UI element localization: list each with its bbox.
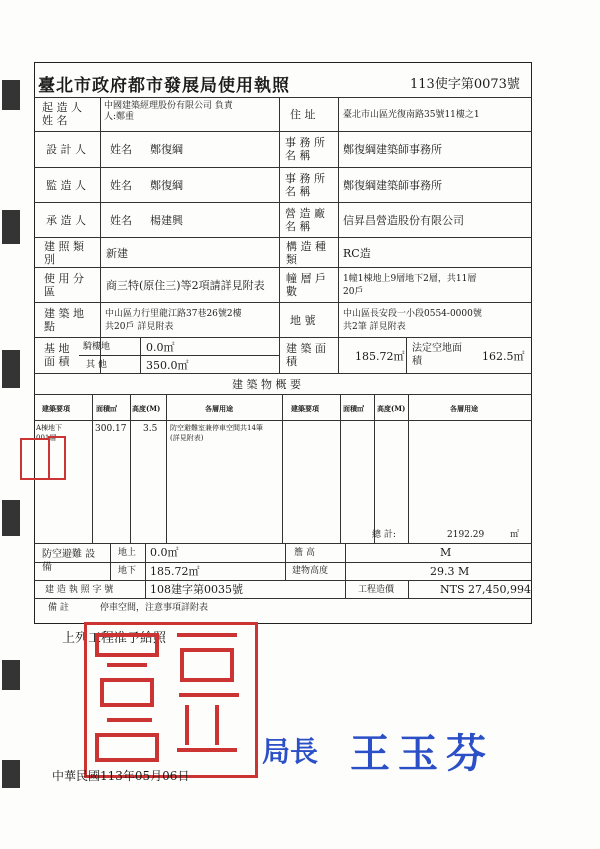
overview-row-use: 防空避難室兼停車空間共14筆 (170, 424, 263, 432)
overview-header-4: 各層用途 (205, 404, 233, 413)
permit-title: 臺北市政府都市發展局使用執照 (38, 76, 290, 96)
structure-label: 構 造 種 類 (286, 240, 326, 266)
designer-office-label: 事 務 所 名 稱 (285, 136, 325, 162)
use-zone-label: 使 用 分 區 (44, 272, 84, 298)
total-value: 2192.29 (447, 530, 485, 540)
location-value-1: 中山區力行里龍江路37巷26號2樓 (105, 309, 242, 319)
binding-margin (0, 60, 22, 820)
overview-row-height: 3.5 (143, 424, 158, 434)
total-label: 總 計: (372, 530, 396, 540)
location-value-2: 共20戶 詳見附表 (105, 322, 174, 332)
director-title: 局長 (262, 735, 319, 768)
supervisor-name-label: 姓名 (110, 179, 132, 192)
overview-row-use-2: (詳見附表) (170, 434, 204, 442)
building-height-value: 29.3 M (430, 565, 470, 578)
supervisor-name: 鄭復綱 (150, 179, 183, 192)
overview-title: 建 築 物 概 要 (232, 378, 301, 391)
overview-header-6: 面積㎡ (343, 404, 364, 413)
supervisor-office-label: 事 務 所 名 稱 (285, 172, 325, 198)
overview-header-3: 高度(M) (132, 404, 161, 413)
permit-number: 113使字第0073號 (410, 77, 520, 92)
site-area-label: 基 地 面 積 (44, 342, 70, 368)
overview-row-item: A棟地下 (36, 424, 63, 432)
building-area-value: 185.72㎡ (355, 350, 405, 363)
units-value-2: 20戶 (343, 287, 364, 297)
contractor-label: 承 造 人 (46, 214, 86, 227)
cost-label: 工程造價 (358, 585, 395, 595)
lot-value-1: 中山區長安段一小段0554-0000號 (343, 309, 482, 319)
units-label: 幢 層 戶 數 (286, 272, 326, 298)
units-value-1: 1幢1棟地上9層地下2層，共11層 (343, 274, 477, 284)
building-area-label: 建 築 面 積 (286, 342, 326, 368)
construction-permit-label: 建 造 執 照 字 號 (45, 585, 114, 595)
arcade-value: 0.0㎡ (146, 341, 175, 354)
contractor-office: 信昇昌營造股份有限公司 (343, 214, 464, 227)
overview-header-1: 建築要項 (42, 404, 70, 413)
other-label: 其 他 (86, 360, 107, 370)
notes-value: 停車空間，注意事項詳附表 (100, 603, 209, 613)
issue-date: 中華民國113年05月06日 (52, 769, 190, 783)
other-value: 350.0㎡ (146, 359, 189, 372)
designer-office: 鄭復綱建築師事務所 (343, 143, 442, 156)
use-zone-value: 商三特(原住三)等2項請詳見附表 (106, 279, 265, 292)
small-seal-1 (20, 438, 50, 480)
contractor-office-label: 營 造 廠 名 稱 (285, 207, 325, 233)
eaves-value: M (440, 546, 452, 559)
shelter-label: 防空避難 設 備 (42, 549, 96, 573)
construction-permit-value: 108建字第0035號 (150, 583, 243, 596)
overview-header-2: 面積㎡ (96, 404, 117, 413)
designer-label: 設 計 人 (46, 143, 86, 156)
eaves-label: 簷 高 (294, 548, 315, 558)
open-space-label: 法定空地面積 (412, 343, 462, 367)
supervisor-office: 鄭復綱建築師事務所 (343, 179, 442, 192)
contractor-name: 楊建興 (150, 214, 183, 227)
arcade-label: 騎樓地 (83, 342, 111, 352)
approval-text: 上列工程准予給照 (62, 631, 167, 646)
lot-value-2: 共2筆 詳見附表 (343, 322, 406, 332)
building-type-label: 建 照 類 別 (44, 240, 84, 266)
official-seal (84, 622, 258, 778)
director-name: 王玉芬 (350, 730, 494, 777)
designer-name: 鄭復綱 (150, 143, 183, 156)
shelter-above-value: 0.0㎡ (150, 546, 179, 559)
total-unit: ㎡ (510, 530, 520, 540)
overview-row-item-2: 001層 (36, 434, 57, 442)
supervisor-label: 監 造 人 (46, 179, 86, 192)
structure-value: RC造 (343, 247, 371, 260)
building-height-label: 建物高度 (292, 566, 329, 576)
shelter-below-value: 185.72㎡ (150, 565, 200, 578)
location-label: 建 築 地 點 (44, 307, 84, 333)
open-space-value: 162.5㎡ (482, 350, 525, 363)
overview-header-8: 各層用途 (450, 404, 478, 413)
shelter-below-label: 地下 (118, 566, 137, 576)
overview-header-7: 高度(M) (377, 404, 406, 413)
contractor-name-label: 姓名 (110, 214, 132, 227)
small-seal-2 (48, 436, 66, 480)
cost-value: NTS 27,450,994 (440, 583, 531, 596)
designer-name-label: 姓名 (110, 143, 132, 156)
shelter-above-label: 地上 (118, 548, 137, 558)
address-value: 臺北市山區光復南路35號11樓之1 (343, 110, 480, 120)
builder-label: 起 造 人 姓 名 (42, 101, 82, 127)
builder-value: 中國建築經理股份有限公司 負責 人:鄭重 (104, 101, 233, 122)
lot-label: 地 號 (290, 314, 316, 327)
overview-header-5: 建築要項 (291, 404, 319, 413)
address-label: 住 址 (290, 108, 316, 121)
overview-row-area: 300.17 (95, 424, 127, 434)
notes-label: 備 註 (48, 603, 69, 613)
building-type-value: 新建 (106, 247, 128, 260)
seal-glyphs (87, 625, 249, 769)
